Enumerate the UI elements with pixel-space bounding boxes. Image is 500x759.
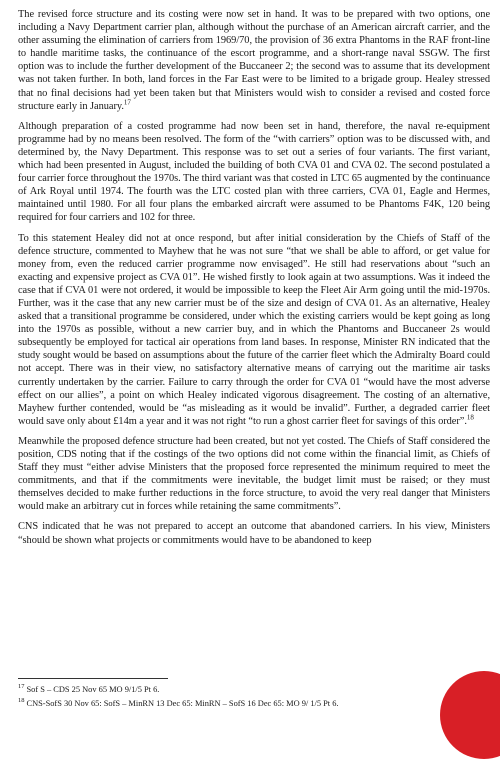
paragraph-1: The revised force structure and its costing were now set in hand. It was to be prepared with two options, one including a Navy Department carrier plan, although without the purchase of an American aircraft carrier, and the other assuming the elimination of carriers from 1969/70, the provision of 36 extra Phantoms in the RAF front-line to handle maritime tasks, the continuance of the escort programme, and a short-range naval SSGW. The first option was to include the further development of the Buccaneer 2; the second was to assume that its development was not taken further. In both, land forces in the Far East were to be limited to a brigade group. Healey stressed that no final decisions had yet been taken but that Ministers would wish to consider a revised and costed force structure early in January.$^{17}$ xyxy=(18,9,490,112)
footnote-divider xyxy=(18,678,168,679)
footnote-number: 18 xyxy=(18,697,25,705)
main-text xyxy=(18,8,490,554)
footnote-17 xyxy=(18,684,458,695)
footnote-18 xyxy=(18,698,458,709)
footnote-ref-17[interactable]: 17 xyxy=(123,98,131,107)
paragraph-4: Meanwhile the proposed defence structure had been created, but not yet costed. The Chiefs of Staff considered the position, CDS noting that if the costings of the two options did not come within the financial limit, as Chiefs of Staff they must “either advise Ministers that the proposed force represented the minimum required to meet the commitments, and that if the commitments were inevitable, the budget limit must be raised; or they must themselves decided to make further reductions in the force structure, to avoid the very real danger that Ministers would make an arbitrary cut in forces while retaining the same commitments”. xyxy=(18,435,490,513)
footnote-text: CNS-SofS 30 Nov 65: SofS – MinRN 13 Dec 65: MinRN – SofS 16 Dec 65: MO 9/ 1/5 Pt 6. xyxy=(26,699,339,708)
paragraph-2: Although preparation of a costed programme had now been set in hand, therefore, the naval re-equipment programme had by no means been resolved. The form of the “with carriers” option was to be discussed with, and determined by, the Navy Department. This response was to set out a series of four variants. The first variant, which had been presented in August, included the building of both CVA 01 and CVA 02. The second postulated a four carrier force throughout the 1970s. The third variant was that costed in LTC 65 augmented by the continuance of Ark Royal until 1974. The fourth was the LTC costed plan with three carriers, CVA 01, Eagle and Hermes, maintained until 1980. For all four plans the embarked aircraft were assumed to be Phantoms F4K, 120 being required for four carriers and 102 for three. xyxy=(18,120,490,224)
footnote-text: Sof S – CDS 25 Nov 65 MO 9/1/5 Pt 6. xyxy=(26,685,160,694)
footnote-ref-18[interactable]: 18 xyxy=(466,413,474,422)
footnotes xyxy=(18,684,458,712)
paragraph-3: To this statement Healey did not at once respond, but after initial consideration by the Chiefs of Staff of the defence structure, commented to Mayhew that he was not sure “that we shall be able to afford, or get value for money from, even the reduced carrier programme now envisaged”. He still had reservations about “such an exacting and expensive project as CVA 01”. He wished firstly to look again at two assumptions. Was it indeed the case that if CVA 01 were not ordered, it would be impossible to keep the Fleet Air Arm going until the mid-1970s. Further, was it the case that any new carrier must be of the size and design of CVA 01. As an alternative, Healey asked that a transitional programme be considered, under which the existing carriers would be kept going as long into the 1970s as possible, without a new carrier buy, and in which the Phantoms and Buccaneer 2s would subsequently be employed for tactical air operations from land bases. In response, Minister RN indicated that the study sought would be based on assumptions about the future of the carrier fleet which the Admiralty Board could not accept. There was in their view, no satisfactory alternative means of carrying out the maritime air tasks currently undertaken by the carrier. Failure to carry through the order for CVA 01 “would have the most adverse effect on our allies”, a point on which Healey indicated vigorous disagreement. The costing of an alternative, Mayhew further contended, would be “as misleading as it would be invalid”. Further, a degraded carrier fleet would save only about £14m a year and it was not right “to run a ghost carrier fleet for savings of this order”.$^{18}$ xyxy=(18,232,490,427)
paragraph-5: CNS indicated that he was not prepared to accept an outcome that abandoned carriers. In his view, Ministers “should be shown what projects or commitments would have to be abandoned to keep xyxy=(18,521,490,546)
footnote-number: 17 xyxy=(18,683,25,691)
